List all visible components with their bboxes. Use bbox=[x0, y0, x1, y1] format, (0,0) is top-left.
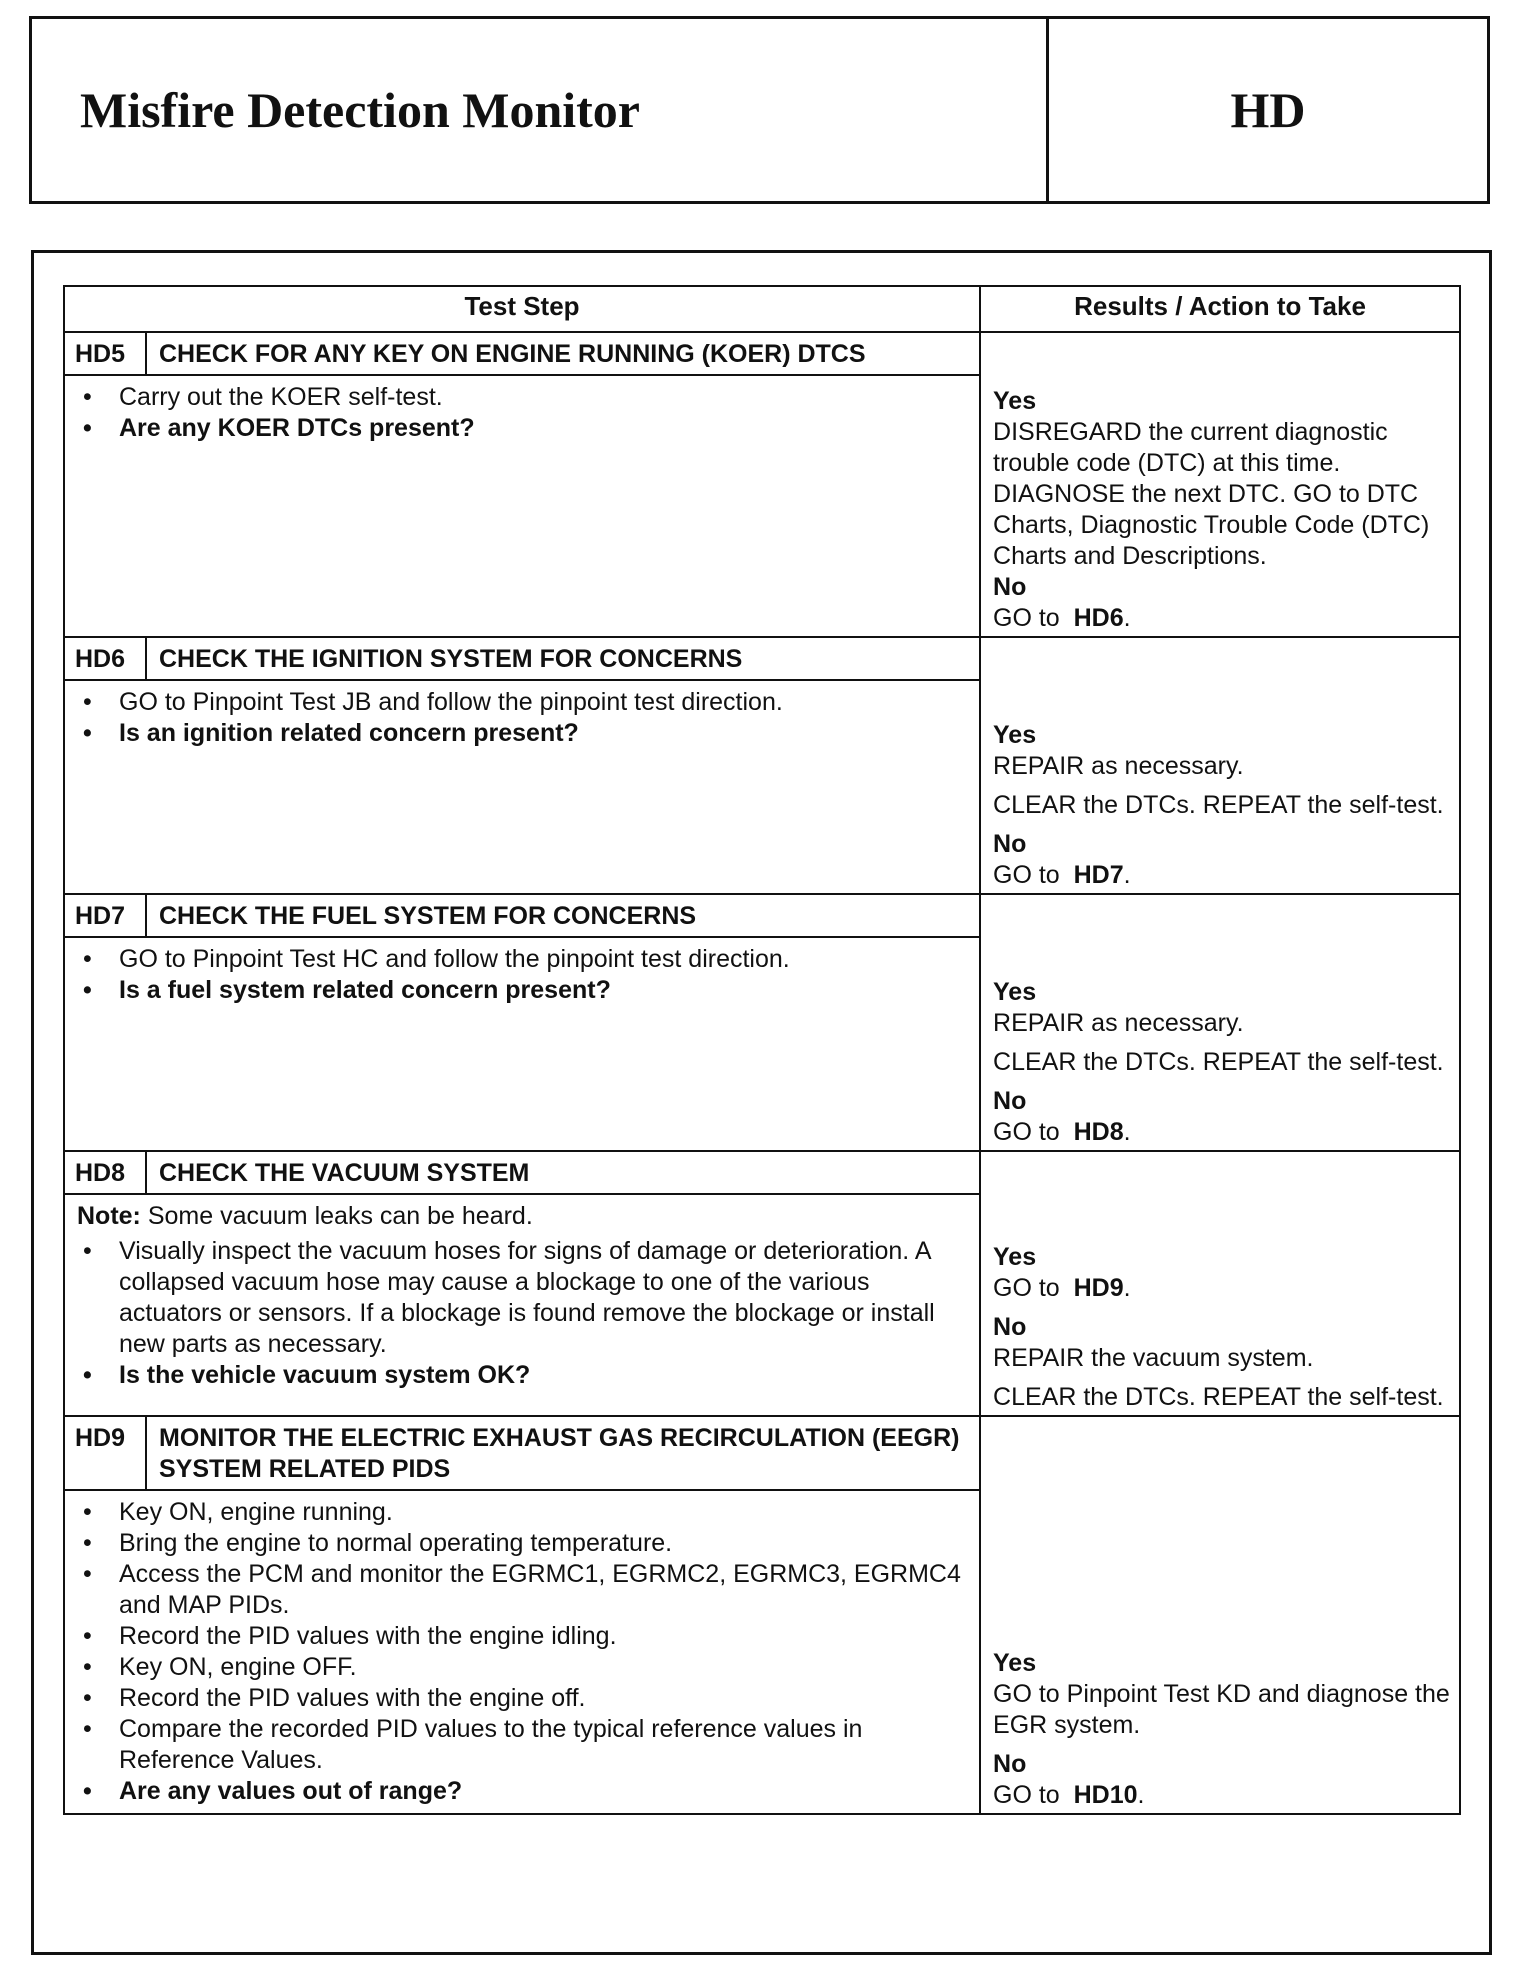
no-label: No bbox=[993, 1313, 1027, 1341]
list-item: • Key ON, engine OFF. bbox=[111, 1652, 969, 1683]
page-header bbox=[29, 16, 1490, 204]
step-result bbox=[980, 894, 1460, 1151]
list-item: • Is a fuel system related concern present? bbox=[111, 975, 969, 1006]
yes-action: GO to Pinpoint Test KD and diagnose the EGR system. bbox=[993, 1680, 1450, 1739]
goto-target: HD8 bbox=[1073, 1118, 1124, 1146]
goto-target: HD7 bbox=[1073, 861, 1124, 889]
goto-target: HD9 bbox=[1073, 1274, 1124, 1302]
list-item: • Are any KOER DTCs present? bbox=[111, 413, 969, 444]
goto-suffix: . bbox=[1123, 1118, 1131, 1146]
step-title-row bbox=[64, 332, 1460, 375]
list-item: • Access the PCM and monitor the EGRMC1, EGRMC2, EGRMC3, EGRMC4 and MAP PIDs. bbox=[111, 1559, 969, 1621]
list-item: • Is the vehicle vacuum system OK? bbox=[111, 1360, 969, 1391]
note-label: Note: bbox=[77, 1202, 141, 1230]
no-action: REPAIR the vacuum system. bbox=[993, 1344, 1314, 1372]
step-id: HD8 bbox=[64, 1151, 146, 1194]
goto-suffix: . bbox=[1123, 861, 1131, 889]
yes-label: Yes bbox=[993, 721, 1037, 749]
step-body bbox=[64, 937, 980, 1151]
list-item: • Are any values out of range? bbox=[111, 1776, 969, 1807]
note-text: Some vacuum leaks can be heard. bbox=[147, 1202, 533, 1230]
list-item: • Visually inspect the vacuum hoses for signs of damage or deterioration. A collapsed vacuum hose may cause a blockage to one of the various actuators or sensors. If a blockage is found remove the blockage or install new parts as necessary. bbox=[111, 1236, 969, 1360]
step-body bbox=[64, 1194, 980, 1416]
goto-text: GO to bbox=[993, 604, 1060, 632]
step-title: CHECK THE VACUUM SYSTEM bbox=[146, 1151, 980, 1194]
step-title: MONITOR THE ELECTRIC EXHAUST GAS RECIRCULATION (EEGR) SYSTEM RELATED PIDS bbox=[146, 1416, 980, 1490]
section-code: HD bbox=[1230, 82, 1306, 138]
yes-action-2: CLEAR the DTCs. REPEAT the self-test. bbox=[993, 1048, 1444, 1076]
step-body bbox=[64, 680, 980, 894]
list-item: • Is an ignition related concern present? bbox=[111, 718, 969, 749]
step-note bbox=[77, 1201, 969, 1232]
step-bullets bbox=[77, 1236, 969, 1391]
step-bullets bbox=[77, 1497, 969, 1807]
yes-label: Yes bbox=[993, 1243, 1037, 1271]
goto-text: GO to bbox=[993, 1274, 1060, 1302]
diagnostic-table bbox=[63, 285, 1461, 1815]
goto-suffix: . bbox=[1123, 604, 1131, 632]
yes-label: Yes bbox=[993, 978, 1037, 1006]
list-item: • Record the PID values with the engine off. bbox=[111, 1683, 969, 1714]
yes-label: Yes bbox=[993, 387, 1037, 415]
no-label: No bbox=[993, 1087, 1027, 1115]
step-id: HD5 bbox=[64, 332, 146, 375]
step-result bbox=[980, 1416, 1460, 1814]
yes-action: DISREGARD the current diagnostic trouble code (DTC) at this time. DIAGNOSE the next DTC. GO to DTC Charts, Diagnostic Trouble Code (DTC) Charts and Descriptions. bbox=[993, 418, 1430, 570]
step-bullets bbox=[77, 382, 969, 444]
column-header-results: Results / Action to Take bbox=[980, 286, 1460, 332]
step-bullets bbox=[77, 944, 969, 1006]
list-item: • Bring the engine to normal operating temperature. bbox=[111, 1528, 969, 1559]
step-bullets bbox=[77, 687, 969, 749]
goto-target: HD10 bbox=[1073, 1781, 1138, 1809]
goto-text: GO to bbox=[993, 1118, 1060, 1146]
list-item: • GO to Pinpoint Test HC and follow the pinpoint test direction. bbox=[111, 944, 969, 975]
column-header-test-step: Test Step bbox=[64, 286, 980, 332]
list-item: • Compare the recorded PID values to the typical reference values in Reference Values. bbox=[111, 1714, 969, 1776]
step-title-row bbox=[64, 1416, 1460, 1490]
yes-action-2: CLEAR the DTCs. REPEAT the self-test. bbox=[993, 791, 1444, 819]
step-title: CHECK FOR ANY KEY ON ENGINE RUNNING (KOER) DTCS bbox=[146, 332, 980, 375]
list-item: • Record the PID values with the engine idling. bbox=[111, 1621, 969, 1652]
goto-suffix: . bbox=[1137, 1781, 1145, 1809]
yes-action: REPAIR as necessary. bbox=[993, 752, 1244, 780]
step-id: HD6 bbox=[64, 637, 146, 680]
no-label: No bbox=[993, 830, 1027, 858]
goto-suffix: . bbox=[1123, 1274, 1131, 1302]
step-result bbox=[980, 637, 1460, 894]
no-action bbox=[993, 603, 1453, 634]
no-action bbox=[993, 860, 1453, 891]
list-item: • Carry out the KOER self-test. bbox=[111, 382, 969, 413]
no-label: No bbox=[993, 573, 1027, 601]
no-label: No bbox=[993, 1750, 1027, 1778]
step-id: HD9 bbox=[64, 1416, 146, 1490]
step-result bbox=[980, 1151, 1460, 1416]
step-body bbox=[64, 375, 980, 637]
list-item: • GO to Pinpoint Test JB and follow the pinpoint test direction. bbox=[111, 687, 969, 718]
page-title: Misfire Detection Monitor bbox=[32, 19, 1049, 201]
no-action bbox=[993, 1780, 1453, 1811]
no-action bbox=[993, 1117, 1453, 1148]
no-action-2: CLEAR the DTCs. REPEAT the self-test. bbox=[993, 1383, 1444, 1411]
goto-text: GO to bbox=[993, 1781, 1060, 1809]
step-id: HD7 bbox=[64, 894, 146, 937]
table-header-row bbox=[64, 286, 1460, 332]
goto-target: HD6 bbox=[1073, 604, 1124, 632]
yes-action bbox=[993, 1273, 1453, 1304]
step-title-row bbox=[64, 637, 1460, 680]
step-title-row bbox=[64, 894, 1460, 937]
yes-label: Yes bbox=[993, 1649, 1037, 1677]
goto-text: GO to bbox=[993, 861, 1060, 889]
step-result bbox=[980, 332, 1460, 637]
yes-action: REPAIR as necessary. bbox=[993, 1009, 1244, 1037]
step-title: CHECK THE IGNITION SYSTEM FOR CONCERNS bbox=[146, 637, 980, 680]
step-title: CHECK THE FUEL SYSTEM FOR CONCERNS bbox=[146, 894, 980, 937]
step-body bbox=[64, 1490, 980, 1814]
list-item: • Key ON, engine running. bbox=[111, 1497, 969, 1528]
step-title-row bbox=[64, 1151, 1460, 1194]
